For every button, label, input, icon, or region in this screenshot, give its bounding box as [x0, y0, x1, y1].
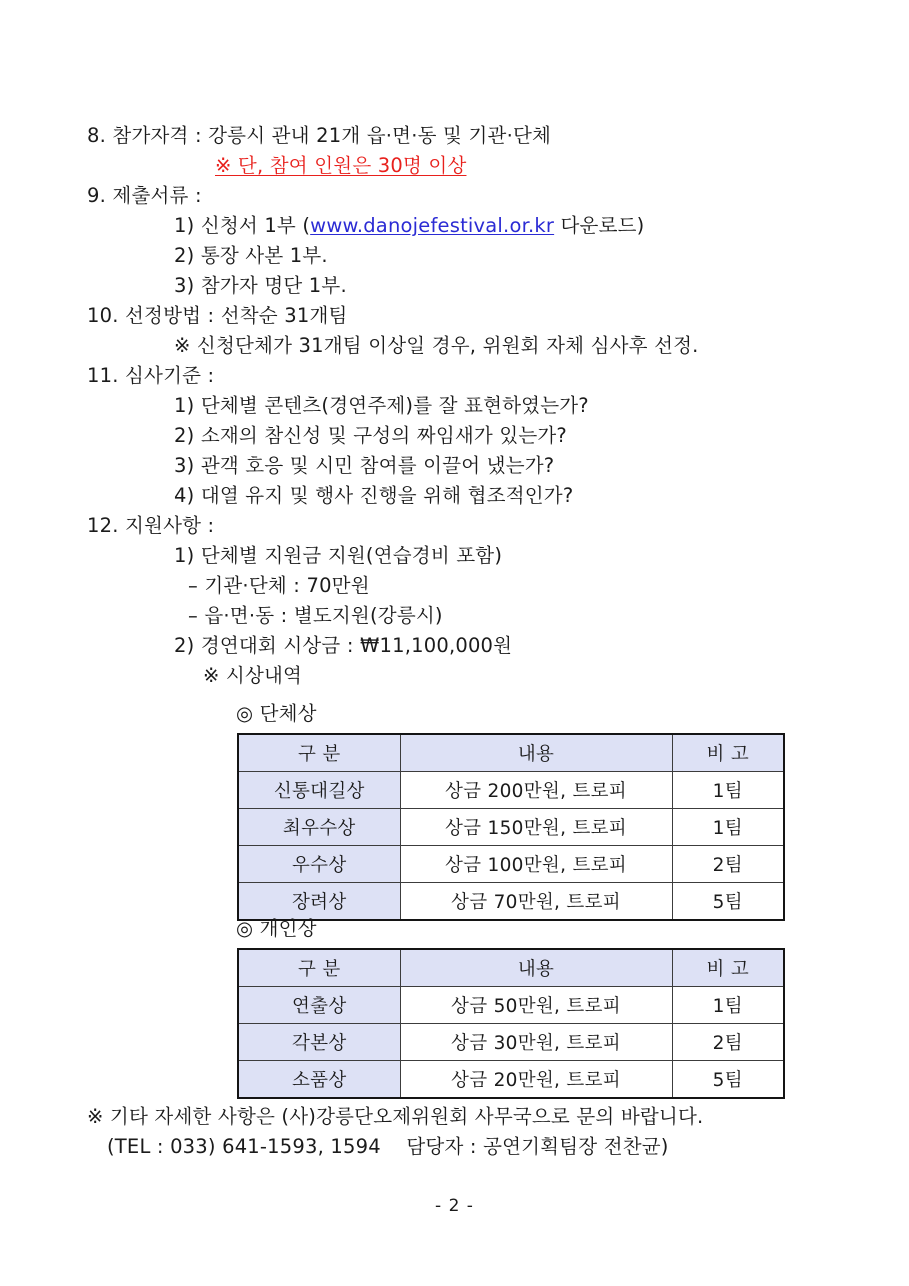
- table-row: [238, 883, 784, 921]
- item9-line-3: 3) 참가자 명단 1부.: [174, 274, 347, 297]
- table-row: [238, 1024, 784, 1061]
- table-row: [238, 1061, 784, 1099]
- footer-note: [0, 1102, 909, 1162]
- document-body: [0, 121, 909, 691]
- table-row: [238, 809, 784, 846]
- group-award-label: ◎ 단체상: [236, 702, 317, 725]
- footer-tel-line: (TEL : 033) 641-1593, 1594 담당자 : 공연기획팀장 전찬균): [107, 1135, 669, 1158]
- item9-line-1: [0, 211, 909, 241]
- individual-award-cell-r2-c0: 소품상: [238, 1061, 400, 1099]
- group-award-cell-r3-c0: 장려상: [238, 883, 400, 921]
- text-after-link: 다운로드): [554, 214, 645, 237]
- footer-contact-line: ※ 기타 자세한 사항은 (사)강릉단오제위원회 사무국으로 문의 바랍니다.: [87, 1105, 704, 1128]
- individual-award-cell-r2-c1: 상금 20만원, 트로피: [400, 1061, 672, 1099]
- table-row: [238, 846, 784, 883]
- table-header-row: [238, 949, 784, 987]
- item12-line-2: – 기관·단체 : 70만원: [188, 574, 370, 597]
- individual-award-table: [237, 948, 785, 1099]
- individual-award-cell-r1-c0: 각본상: [238, 1024, 400, 1061]
- item8-line-1: [0, 151, 909, 181]
- group-award-cell-r3-c1: 상금 70만원, 트로피: [400, 883, 672, 921]
- item8-line-0: 8. 참가자격 : 강릉시 관내 21개 읍·면·동 및 기관·단체: [87, 124, 552, 147]
- individual-award-label: ◎ 개인상: [236, 917, 317, 940]
- festival-website-link[interactable]: www.danojefestival.or.kr: [310, 214, 555, 237]
- item12-line-3: – 읍·면·동 : 별도지원(강릉시): [188, 604, 443, 627]
- group-award-header-0: 구 분: [238, 734, 400, 772]
- group-award-cell-r0-c2: 1팀: [672, 772, 784, 809]
- individual-award-label-wrap: [0, 914, 317, 944]
- individual-award-header-2: 비 고: [672, 949, 784, 987]
- individual-award-table-body: [238, 987, 784, 1099]
- individual-award-cell-r0-c2: 1팀: [672, 987, 784, 1024]
- group-award-cell-r2-c0: 우수상: [238, 846, 400, 883]
- item11-line-0: 11. 심사기준 :: [87, 364, 215, 387]
- individual-award-header-1: 내용: [400, 949, 672, 987]
- item10-line-0: 10. 선정방법 : 선착순 31개팀: [87, 304, 348, 327]
- item9-line-0: 9. 제출서류 :: [87, 184, 202, 207]
- item11-line-3: 3) 관객 호응 및 시민 참여를 이끌어 냈는가?: [174, 454, 555, 477]
- table-row: [238, 772, 784, 809]
- group-award-table: [237, 733, 785, 921]
- table-header-row: [238, 734, 784, 772]
- item12-line-5: ※ 시상내역: [203, 664, 303, 687]
- item11-line-1: 1) 단체별 콘텐츠(경연주제)를 잘 표현하였는가?: [174, 394, 589, 417]
- individual-award-table-wrap: [0, 948, 785, 1099]
- group-award-label-wrap: [0, 699, 317, 729]
- table-row: [238, 987, 784, 1024]
- group-award-cell-r2-c1: 상금 100만원, 트로피: [400, 846, 672, 883]
- group-award-cell-r0-c1: 상금 200만원, 트로피: [400, 772, 672, 809]
- item9-line-2: 2) 통장 사본 1부.: [174, 244, 328, 267]
- group-award-cell-r3-c2: 5팀: [672, 883, 784, 921]
- item10-line-1: ※ 신청단체가 31개팀 이상일 경우, 위원회 자체 심사후 선정.: [174, 334, 699, 357]
- group-award-table-wrap: [0, 733, 785, 921]
- group-award-header-2: 비 고: [672, 734, 784, 772]
- individual-award-header-0: 구 분: [238, 949, 400, 987]
- individual-award-cell-r2-c2: 5팀: [672, 1061, 784, 1099]
- group-award-cell-r0-c0: 신통대길상: [238, 772, 400, 809]
- group-award-cell-r1-c0: 최우수상: [238, 809, 400, 846]
- individual-award-cell-r0-c1: 상금 50만원, 트로피: [400, 987, 672, 1024]
- page-number: - 2 -: [435, 1196, 474, 1216]
- item12-line-0: 12. 지원사항 :: [87, 514, 215, 537]
- text-before-link: 1) 신청서 1부 (: [174, 214, 311, 237]
- item12-line-1: 1) 단체별 지원금 지원(연습경비 포함): [174, 544, 503, 567]
- item11-line-2: 2) 소재의 참신성 및 구성의 짜임새가 있는가?: [174, 424, 567, 447]
- individual-award-cell-r1-c1: 상금 30만원, 트로피: [400, 1024, 672, 1061]
- group-award-table-body: [238, 772, 784, 921]
- group-award-cell-r1-c2: 1팀: [672, 809, 784, 846]
- group-award-table-head: [238, 734, 784, 772]
- group-award-cell-r1-c1: 상금 150만원, 트로피: [400, 809, 672, 846]
- individual-award-cell-r0-c0: 연출상: [238, 987, 400, 1024]
- highlighted-note: ※ 단, 참여 인원은 30명 이상: [215, 154, 467, 177]
- item12-line-4: 2) 경연대회 시상금 : ₩11,100,000원: [174, 634, 513, 657]
- group-award-cell-r2-c2: 2팀: [672, 846, 784, 883]
- individual-award-table-head: [238, 949, 784, 987]
- individual-award-cell-r1-c2: 2팀: [672, 1024, 784, 1061]
- item11-line-4: 4) 대열 유지 및 행사 진행을 위해 협조적인가?: [174, 484, 574, 507]
- group-award-header-1: 내용: [400, 734, 672, 772]
